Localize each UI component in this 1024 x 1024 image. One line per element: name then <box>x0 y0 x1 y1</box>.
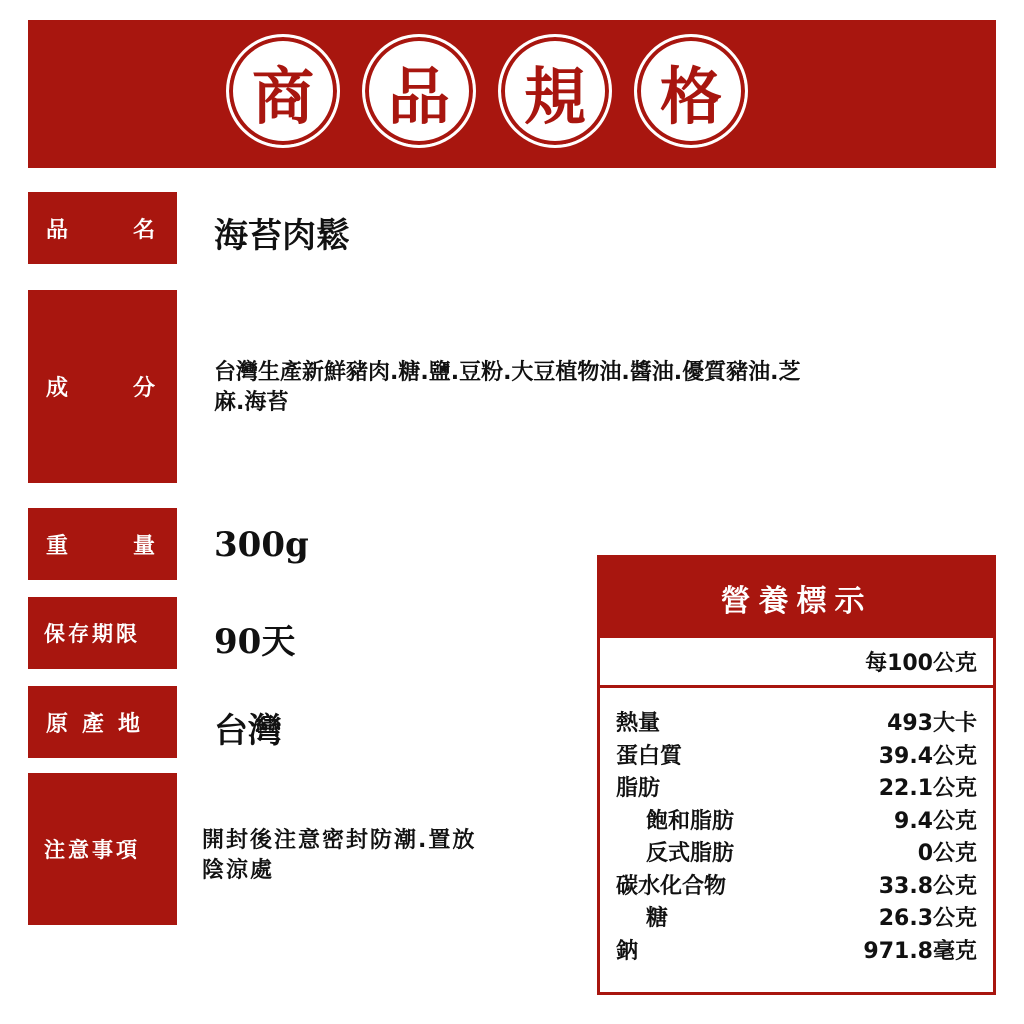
nutrition-row <box>616 838 977 871</box>
banner-char-2: 品 <box>362 34 476 148</box>
nutrition-row-name: 蛋白質 <box>616 743 683 769</box>
nutrition-title: 營養標示 <box>600 558 993 638</box>
nutrition-row <box>616 806 977 839</box>
nutrition-row <box>616 903 977 936</box>
name-label-char-2: 名 <box>132 217 159 243</box>
notes-value <box>202 826 582 886</box>
nutrition-row-value: 39.4公克 <box>878 743 977 769</box>
nutrition-row-name: 碳水化合物 <box>616 873 727 899</box>
nutrition-per: 每100公克 <box>600 638 993 688</box>
name-label <box>28 192 177 264</box>
banner-char-1: 商 <box>226 34 340 148</box>
banner-char-3: 規 <box>498 34 612 148</box>
nutrition-row-name: 飽和脂肪 <box>646 808 735 834</box>
nutrition-row <box>616 936 977 969</box>
nutrition-row-name: 熱量 <box>616 711 661 736</box>
banner-char-4: 格 <box>634 34 748 148</box>
nutrition-rows <box>600 688 993 968</box>
ingredients-label-char-2: 分 <box>132 376 159 401</box>
nutrition-row-value: 26.3公克 <box>878 906 977 931</box>
nutrition-row-name: 糖 <box>646 906 669 931</box>
ingredients-value <box>214 358 994 418</box>
nutrition-row <box>616 741 977 774</box>
nutrition-row-value: 9.4公克 <box>894 808 977 834</box>
shelf-life-label: 保存期限 <box>28 597 177 669</box>
nutrition-row <box>616 871 977 904</box>
nutrition-panel <box>597 555 996 995</box>
nutrition-row-value: 33.8公克 <box>878 873 977 899</box>
spec-banner <box>28 20 996 168</box>
nutrition-row-value: 22.1公克 <box>878 776 977 801</box>
nutrition-row-name: 反式脂肪 <box>646 841 735 866</box>
notes-line-1: 開封後注意密封防潮.置放 <box>202 828 477 853</box>
nutrition-row-name: 脂肪 <box>616 776 661 801</box>
weight-label-char-1: 重 <box>46 533 73 559</box>
notes-label: 注意事項 <box>28 773 177 925</box>
origin-value: 台灣 <box>214 711 282 751</box>
ingredients-label-char-1: 成 <box>46 376 73 401</box>
name-label-char-1: 品 <box>46 217 73 243</box>
ingredients-line-1: 台灣生產新鮮豬肉.糖.鹽.豆粉.大豆植物油.醬油.優質豬油.芝 <box>214 360 801 385</box>
origin-label: 原產地 <box>28 686 177 758</box>
nutrition-row <box>616 708 977 741</box>
shelf-life-value: 90天 <box>214 622 296 662</box>
weight-label-char-2: 量 <box>132 533 159 559</box>
weight-label <box>28 508 177 580</box>
nutrition-row-name: 鈉 <box>616 938 639 964</box>
nutrition-row-value: 971.8毫克 <box>863 938 977 964</box>
ingredients-line-2: 麻.海苔 <box>214 390 289 415</box>
ingredients-label <box>28 290 177 483</box>
name-value: 海苔肉鬆 <box>214 216 350 256</box>
notes-line-2: 陰涼處 <box>202 858 275 883</box>
nutrition-row <box>616 773 977 806</box>
nutrition-row-value: 0公克 <box>917 841 977 866</box>
nutrition-row-value: 493大卡 <box>887 711 977 736</box>
weight-value: 300g <box>214 525 309 565</box>
